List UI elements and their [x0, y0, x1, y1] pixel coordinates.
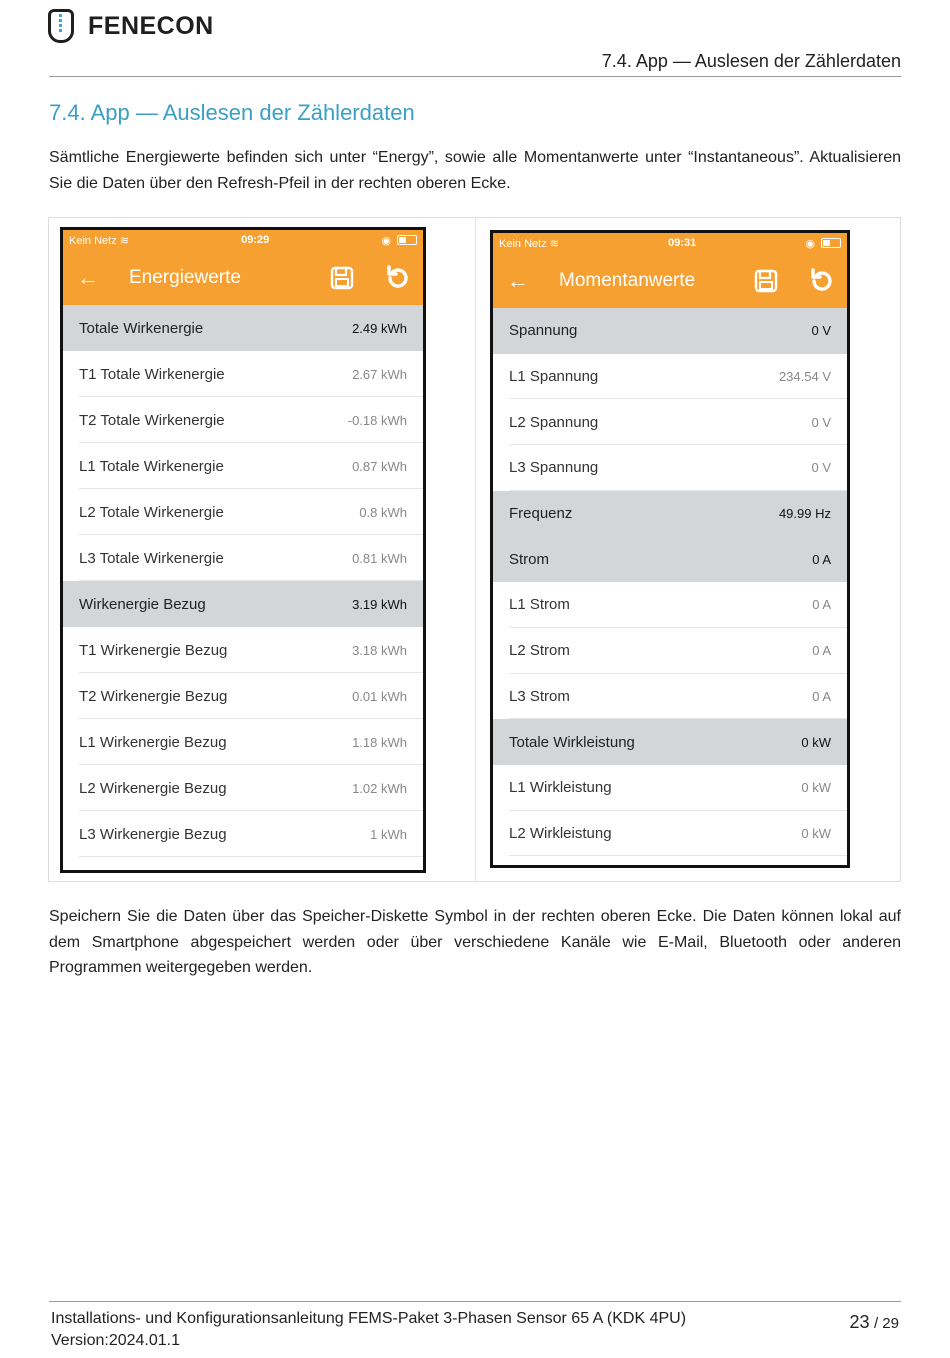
- row-label: L1 Wirkleistung: [509, 779, 612, 797]
- back-arrow-icon[interactable]: ←: [77, 264, 99, 290]
- brand-logo: [48, 6, 214, 46]
- group-header-row: [493, 719, 847, 765]
- carrier-label: Kein Netz ≋: [69, 234, 129, 247]
- group-header-row: [63, 581, 423, 627]
- footer-left: [51, 1308, 686, 1352]
- row-label: L2 Wirkleistung: [509, 824, 612, 842]
- value-row: [63, 489, 423, 535]
- row-label: L1 Spannung: [509, 368, 599, 386]
- group-header-row: [493, 536, 847, 582]
- value-row: [493, 582, 847, 628]
- row-label: Strom: [509, 550, 550, 568]
- row-label: L2 Totale Wirkenergie: [79, 503, 224, 521]
- running-header: 7.4. App — Auslesen der Zählerdaten: [601, 51, 901, 71]
- footer-divider: [49, 1301, 901, 1302]
- row-value: 1.18 kWh: [352, 734, 407, 750]
- screen-title: Energiewerte: [129, 266, 241, 288]
- value-row: [63, 673, 423, 719]
- row-value: 0 V: [811, 323, 831, 339]
- row-label: L2 Strom: [509, 642, 570, 660]
- page-current: 23: [849, 1312, 870, 1332]
- row-value: -0.18 kWh: [347, 412, 407, 428]
- row-label: T1 Totale Wirkenergie: [79, 365, 225, 383]
- page-number: [849, 1312, 899, 1333]
- header-divider: [49, 76, 901, 77]
- row-value: 2.49 kWh: [352, 320, 407, 336]
- phone-screen-energiewerte: [60, 227, 426, 873]
- value-row: [63, 719, 423, 765]
- location-icon: ◉: [805, 237, 815, 250]
- value-row: [63, 443, 423, 489]
- row-value: 3.19 kWh: [352, 596, 407, 612]
- status-bar: [63, 230, 423, 250]
- clock: 09:29: [241, 234, 270, 246]
- row-value: 0 A: [812, 643, 831, 659]
- row-value: 0 A: [812, 551, 831, 567]
- row-label: Spannung: [509, 322, 578, 340]
- value-row: [63, 811, 423, 857]
- row-value: 2.67 kWh: [352, 366, 407, 382]
- battery-icon: [821, 238, 841, 248]
- row-label: T2 Wirkenergie Bezug: [79, 687, 228, 705]
- row-label: Wirkenergie Bezug: [79, 595, 206, 613]
- battery-icon: [397, 235, 417, 245]
- row-label: L1 Totale Wirkenergie: [79, 457, 224, 475]
- app-bar: [63, 250, 423, 305]
- value-list: [63, 305, 423, 857]
- row-label: Frequenz: [509, 505, 573, 523]
- row-label: Totale Wirkenergie: [79, 319, 204, 337]
- value-row: [493, 445, 847, 491]
- value-row: [493, 811, 847, 857]
- row-value: 0 kW: [801, 734, 831, 750]
- row-value: 0 V: [811, 414, 831, 430]
- row-value: 0.87 kWh: [352, 458, 407, 474]
- page-total: / 29: [873, 1315, 899, 1332]
- group-header-row: [63, 305, 423, 351]
- refresh-icon[interactable]: [383, 263, 413, 293]
- group-header-row: [493, 308, 847, 354]
- intro-paragraph: Sämtliche Energiewerte befinden sich unter “Energy”, sowie alle Momentanwerte unter “Instantaneous”. Aktualisieren Sie die Daten über den Refresh-Pfeil in der rechten oberen Ecke.: [49, 149, 901, 192]
- wifi-icon: ≋: [119, 234, 129, 247]
- value-row: [63, 627, 423, 673]
- value-row: [493, 628, 847, 674]
- row-label: Totale Wirkleistung: [509, 733, 635, 751]
- row-label: L3 Totale Wirkenergie: [79, 549, 224, 567]
- fenecon-logo-icon: [48, 9, 74, 43]
- wifi-icon: ≋: [549, 237, 559, 250]
- carrier-label: Kein Netz ≋: [499, 237, 559, 250]
- outro-paragraph: Speichern Sie die Daten über das Speicher-Diskette Symbol in der rechten oberen Ecke. Die Daten können lokal auf dem Smartphone abgespeichert werden oder über verschiedene Kanäle wie E-Mail, Bluetooth oder anderen Programmen weitergegeben werden.: [49, 908, 901, 976]
- value-row: [63, 765, 423, 811]
- row-label: L1 Wirkenergie Bezug: [79, 733, 227, 751]
- section-title: 7.4. App — Auslesen der Zählerdaten: [49, 100, 415, 125]
- row-label: T1 Wirkenergie Bezug: [79, 641, 228, 659]
- row-label: T2 Totale Wirkenergie: [79, 411, 225, 429]
- row-value: 0 kW: [801, 825, 831, 841]
- group-header-row: [493, 491, 847, 537]
- value-row: [493, 399, 847, 445]
- back-arrow-icon[interactable]: ←: [507, 267, 529, 293]
- value-row: [493, 674, 847, 720]
- figure-divider: [475, 217, 476, 882]
- footer-doc-title: Installations- und Konfigurationsanleitung FEMS-Paket 3-Phasen Sensor 65 A (KDK 4PU): [51, 1310, 687, 1327]
- app-bar: [493, 253, 847, 308]
- row-value: 0.8 kWh: [359, 504, 407, 520]
- row-label: L3 Wirkenergie Bezug: [79, 825, 227, 843]
- row-value: 0 V: [811, 460, 831, 476]
- row-value: 49.99 Hz: [778, 506, 831, 522]
- row-value: 1 kWh: [370, 826, 407, 842]
- save-disk-icon[interactable]: [751, 266, 781, 296]
- phone-screen-momentanwerte: [490, 230, 850, 868]
- row-value: 1.02 kWh: [352, 780, 407, 796]
- row-value: 234.54 V: [778, 369, 831, 385]
- value-row: [493, 354, 847, 400]
- save-disk-icon[interactable]: [327, 263, 357, 293]
- row-label: L3 Spannung: [509, 459, 599, 477]
- row-value: 0 A: [812, 597, 831, 613]
- location-icon: ◉: [381, 234, 391, 247]
- row-label: L2 Spannung: [509, 413, 599, 431]
- refresh-icon[interactable]: [807, 266, 837, 296]
- value-row: [63, 351, 423, 397]
- value-row: [63, 535, 423, 581]
- row-value: 0 kW: [801, 780, 831, 796]
- screen-title: Momentanwerte: [559, 269, 696, 291]
- row-label: L2 Wirkenergie Bezug: [79, 779, 227, 797]
- row-value: 0.81 kWh: [352, 550, 407, 566]
- clock: 09:31: [668, 237, 697, 249]
- value-row: [493, 765, 847, 811]
- value-list: [493, 308, 847, 856]
- row-label: L3 Strom: [509, 687, 570, 705]
- brand-name: FENECON: [88, 11, 214, 40]
- footer-version: Version:2024.01.1: [51, 1332, 180, 1349]
- value-row: [63, 397, 423, 443]
- status-bar: [493, 233, 847, 253]
- row-value: 0 A: [812, 688, 831, 704]
- row-value: 3.18 kWh: [352, 642, 407, 658]
- row-value: 0.01 kWh: [352, 688, 407, 704]
- row-label: L1 Strom: [509, 596, 570, 614]
